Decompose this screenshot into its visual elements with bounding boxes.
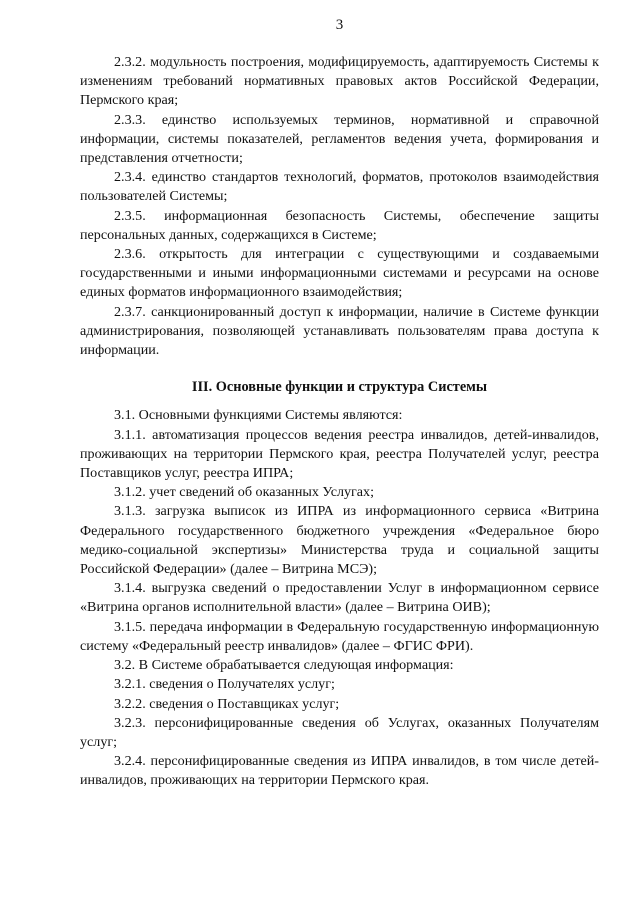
paragraph-3-1-3: 3.1.3. загрузка выписок из ИПРА из информационного сервиса «Витрина Федерального государственного бюджетного учреждения «Федеральное бюро медико-социальной экспертизы» Министерства труда и социальной защиты Российской Федерации» (далее – Витрина МСЭ); [80,503,599,578]
section-heading: III. Основные функции и структура Системы [191,379,488,396]
paragraph-3-1-2: 3.1.2. учет сведений об оказанных Услугах; [114,484,375,501]
page-number: 3 [335,17,344,33]
paragraph-3-1-4: 3.1.4. выгрузка сведений о предоставлении Услуг в информационном сервисе «Витрина органов исполнительной власти» (далее – Витрина ОИВ); [80,580,599,616]
paragraph-2-3-5: 2.3.5. информационная безопасность Системы, обеспечение защиты персональных данных, содержащихся в Системе; [80,207,599,243]
paragraph-3-2-3: 3.2.3. персонифицированные сведения об Услугах, оказанных Получателям услуг; [80,714,599,750]
document-page [80,14,599,791]
paragraph-3-2-4: 3.2.4. персонифицированные сведения из ИПРА инвалидов, в том числе детей-инвалидов, проживающих на территории Пермского края. [80,753,599,789]
paragraph-2-3-6: 2.3.6. открытость для интеграции с существующими и создаваемыми государственными и иными информационными системами и ресурсами на основе единых форматов информационного взаимодействия; [80,246,599,301]
paragraph-2-3-3: 2.3.3. единство используемых терминов, нормативной и справочной информации, системы показателей, регламентов ведения учета, формирования и представления отчетности; [80,111,599,167]
paragraph-3-1-5: 3.1.5. передача информации в Федеральную государственную информационную систему «Федеральный реестр инвалидов» (далее – ФГИС ФРИ). [80,618,599,654]
paragraph-3-1-1: 3.1.1. автоматизация процессов ведения реестра инвалидов, детей-инвалидов, проживающих на территории Пермского края, реестра Получателей услуг, реестра Поставщиков услуг, реестра ИПРА; [80,426,599,482]
paragraph-3-1: 3.1. Основными функциями Системы являются: [114,407,403,424]
paragraph-2-3-7: 2.3.7. санкционированный доступ к информации, наличие в Системе функции администрирования, позволяющей устанавливать пользователям права доступа к информации. [80,303,599,359]
paragraph-3-2-2: 3.2.2. сведения о Поставщиках услуг; [114,695,340,712]
paragraph-2-3-4: 2.3.4. единство стандартов технологий, форматов, протоколов взаимодействия пользователей Системы; [80,169,599,205]
paragraph-3-2-1: 3.2.1. сведения о Получателях услуг; [114,676,335,693]
paragraph-2-3-2: 2.3.2. модульность построения, модифицируемость, адаптируемость Системы к изменениям требований нормативных правовых актов Российской Федерации, Пермского края; [80,54,599,109]
paragraph-3-2: 3.2. В Системе обрабатывается следующая информация: [114,657,454,674]
